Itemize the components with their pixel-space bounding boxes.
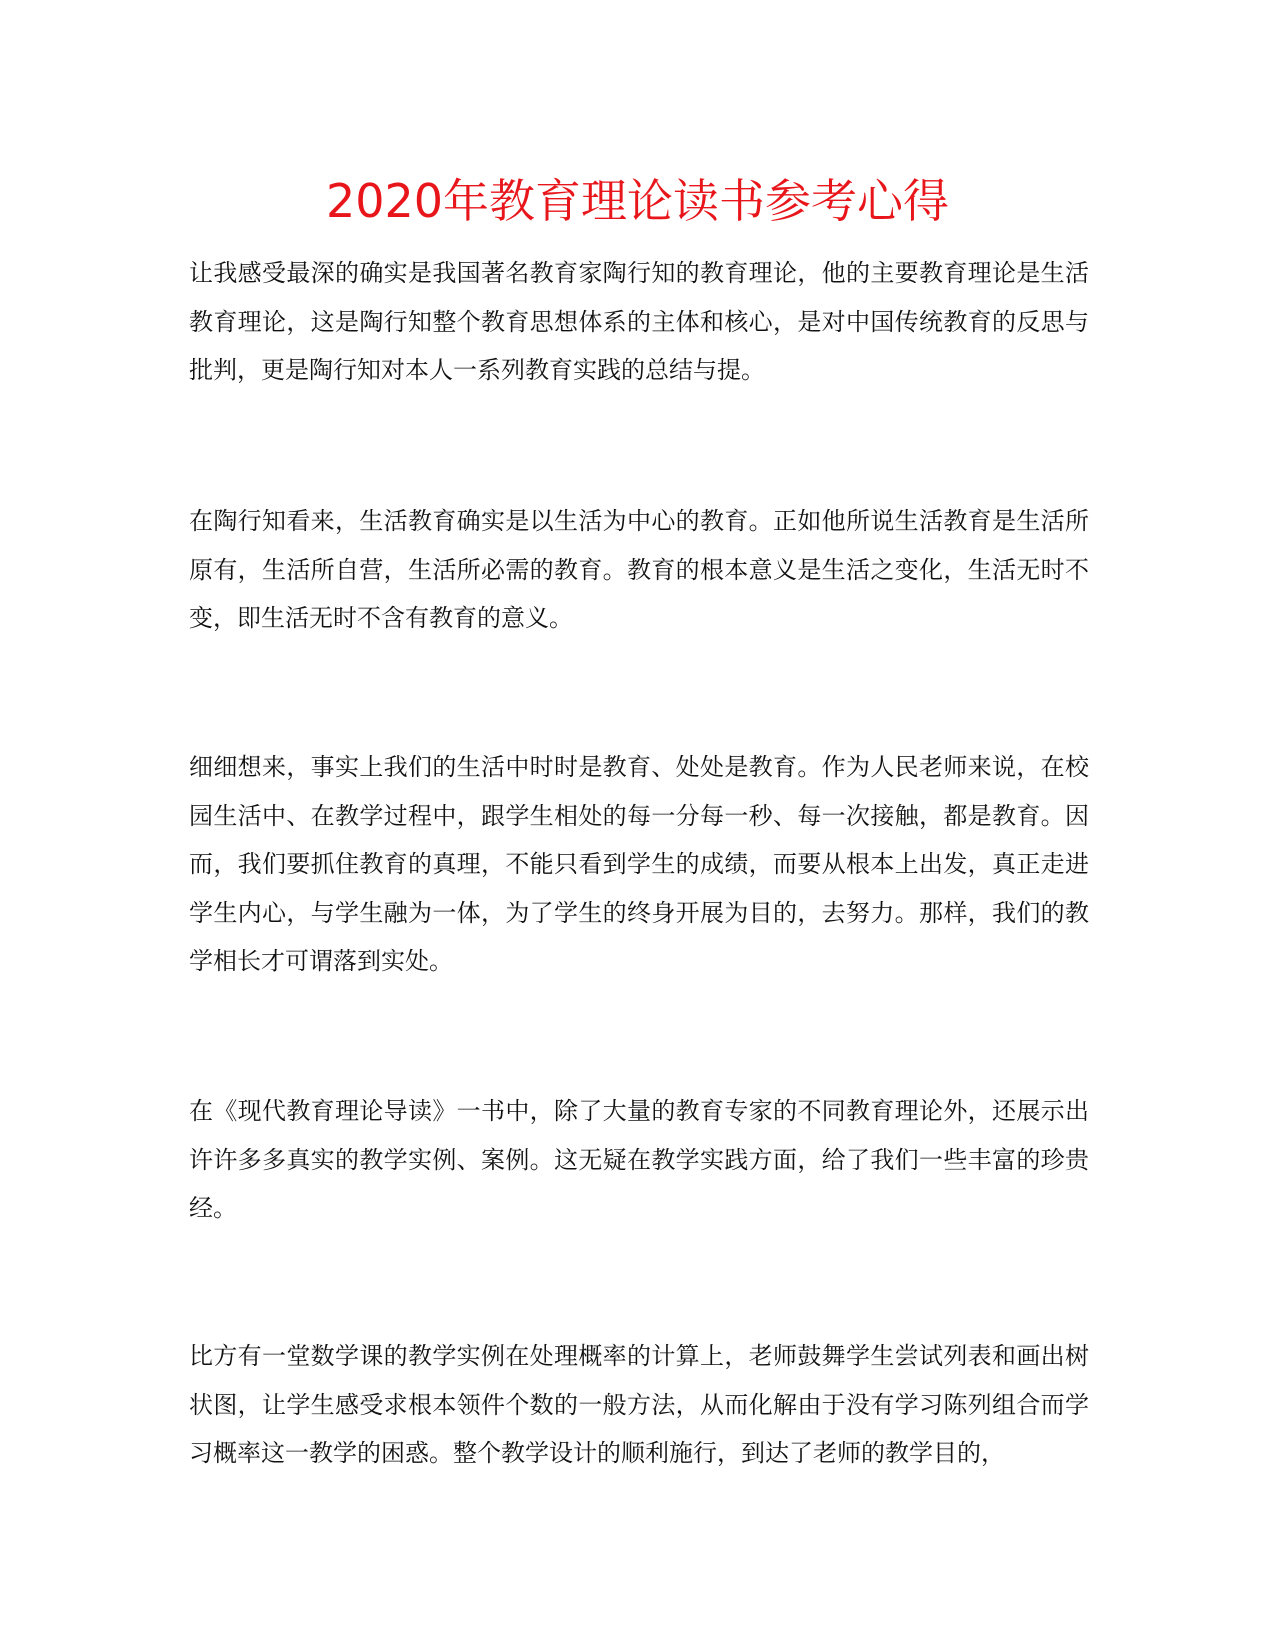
paragraph-4: 在《现代教育理论导读》一书中，除了大量的教育专家的不同教育理论外，还展示出许许多多真实的教学实例、案例。这无疑在教学实践方面，给了我们一些丰富的珍贵经。: [189, 1097, 1089, 1222]
paragraph-3: 细细想来，事实上我们的生活中时时是教育、处处是教育。作为人民老师来说，在校园生活中、在教学过程中，跟学生相处的每一分每一秒、每一次接触，都是教育。因而，我们要抓住教育的真理，不能只看到学生的成绩，而要从根本上出发，真正走进学生内心，与学生融为一体，为了学生的终身开展为目的，去努力。那样，我们的教学相长才可谓落到实处。: [189, 753, 1089, 975]
paragraph-5: 比方有一堂数学课的教学实例在处理概率的计算上，老师鼓舞学生尝试列表和画出树状图，让学生感受求根本领件个数的一般方法，从而化解由于没有学习陈列组合而学习概率这一教学的困惑。整个教学设计的顺利施行，到达了老师的教学目的，: [189, 1342, 1089, 1467]
paragraph-1: 让我感受最深的确实是我国著名教育家陶行知的教育理论，他的主要教育理论是生活教育理论，这是陶行知整个教育思想体系的主体和核心，是对中国传统教育的反思与批判，更是陶行知对本人一系列教育实践的总结与提。: [189, 259, 1089, 384]
paragraph-2: 在陶行知看来，生活教育确实是以生活为中心的教育。正如他所说生活教育是生活所原有，生活所自营，生活所必需的教育。教育的根本意义是生活之变化，生活无时不变，即生活无时不含有教育的意义。: [189, 507, 1089, 632]
document-title: 2020年教育理论读书参考心得: [325, 174, 950, 228]
